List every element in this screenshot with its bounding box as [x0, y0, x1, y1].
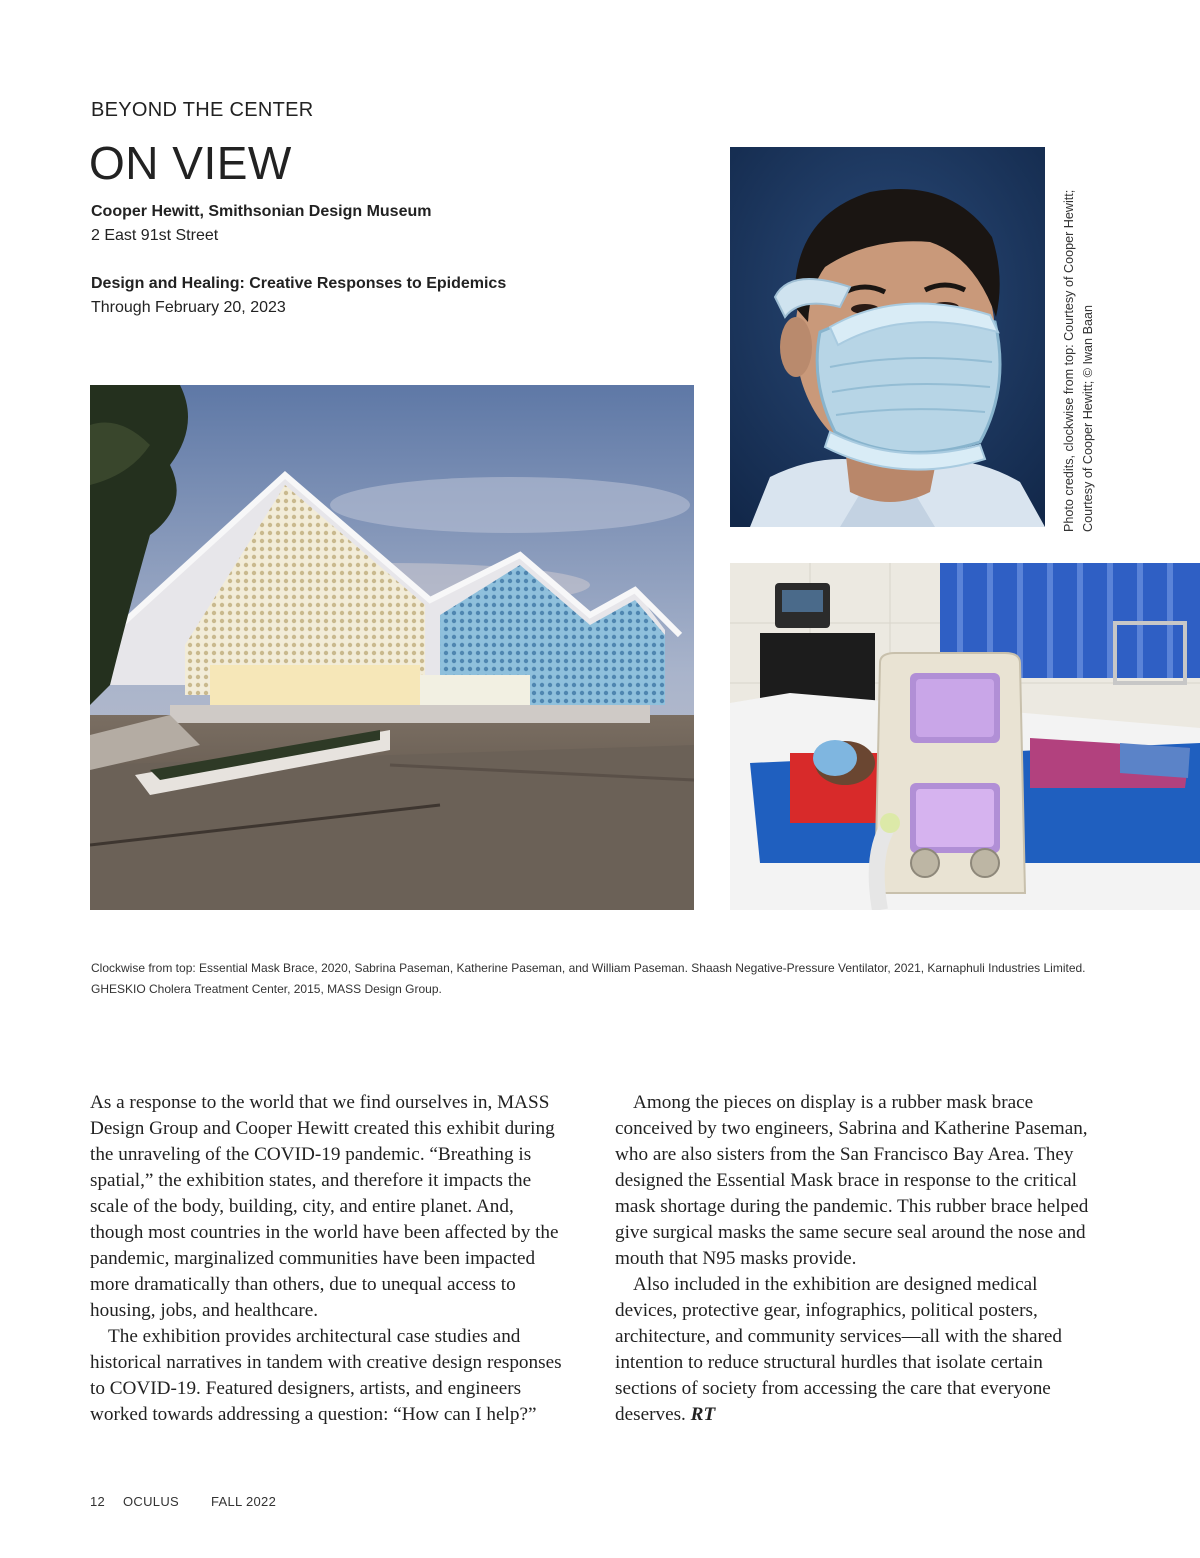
publication-name: OCULUS	[123, 1494, 179, 1509]
section-kicker: BEYOND THE CENTER	[91, 99, 314, 121]
author-initials: RT	[690, 1404, 716, 1425]
article-paragraph: As a response to the world that we find ourselves in, MASS Design Group and Cooper Hewitt created this exhibit during the unraveling of the COVID-19 pandemic. “Breathing is spatial,” the exhibition states, and therefore it impacts the scale of the body, building, city, and entire planet. And, though most countries in the world have been affected by the pandemic, marginalized communities have been impacted more dramatically than others, due to unequal access to housing, jobs, and healthcare.	[90, 1092, 559, 1321]
exhibition-dates: Through February 20, 2023	[91, 299, 286, 316]
article-paragraph: The exhibition provides architectural case studies and historical narratives in tandem with creative design responses to COVID-19. Featured designers, artists, and engineers worked towards addressing a question: “How can I help?”	[90, 1326, 562, 1425]
venue-address: 2 East 91st Street	[91, 227, 219, 244]
ventilator-photo	[730, 563, 1200, 910]
photo-credit: Photo credits, clockwise from top: Courtesy of Cooper Hewitt; Courtesy of Cooper Hewitt; © Iwan Baan	[1062, 189, 1095, 532]
photo-caption: Clockwise from top: Essential Mask Brace, 2020, Sabrina Paseman, Katherine Paseman, and William Paseman. Shaash Negative-Pressure Ventilator, 2021, Karnaphuli Industries Limited. GHESKIO Cholera Treatment Center, 2015, MASS Design Group.	[91, 961, 1086, 996]
article-paragraph: Among the pieces on display is a rubber mask brace conceived by two engineers, Sabrina and Katherine Paseman, who are also sisters from the San Francisco Bay Area. They designed the Essential Mask brace in response to the critical mask shortage during the pandemic. This rubber brace helped give surgical masks the same secure seal around the nose and mouth that N95 masks provide.	[615, 1092, 1089, 1269]
exhibition-title: Design and Healing: Creative Responses to Epidemics	[91, 275, 507, 292]
article-column-right	[615, 1090, 1095, 1428]
article-paragraph-text: Also included in the exhibition are designed medical devices, protective gear, infographics, political posters, architecture, and community services—all with the shared intention to reduce structural hurdles that isolate certain sections of society from accessing the care that everyone deserves.	[615, 1274, 1063, 1425]
issue-label: FALL 2022	[211, 1494, 277, 1509]
article-paragraph-last	[615, 1272, 1095, 1428]
page-title: ON VIEW	[89, 137, 292, 189]
photo-credit-block	[1060, 182, 1110, 532]
mask-brace-photo	[730, 147, 1045, 527]
article-column-left	[90, 1090, 570, 1428]
page-number: 12	[90, 1494, 106, 1509]
cholera-center-photo	[90, 385, 694, 910]
venue-name: Cooper Hewitt, Smithsonian Design Museum	[91, 203, 432, 220]
